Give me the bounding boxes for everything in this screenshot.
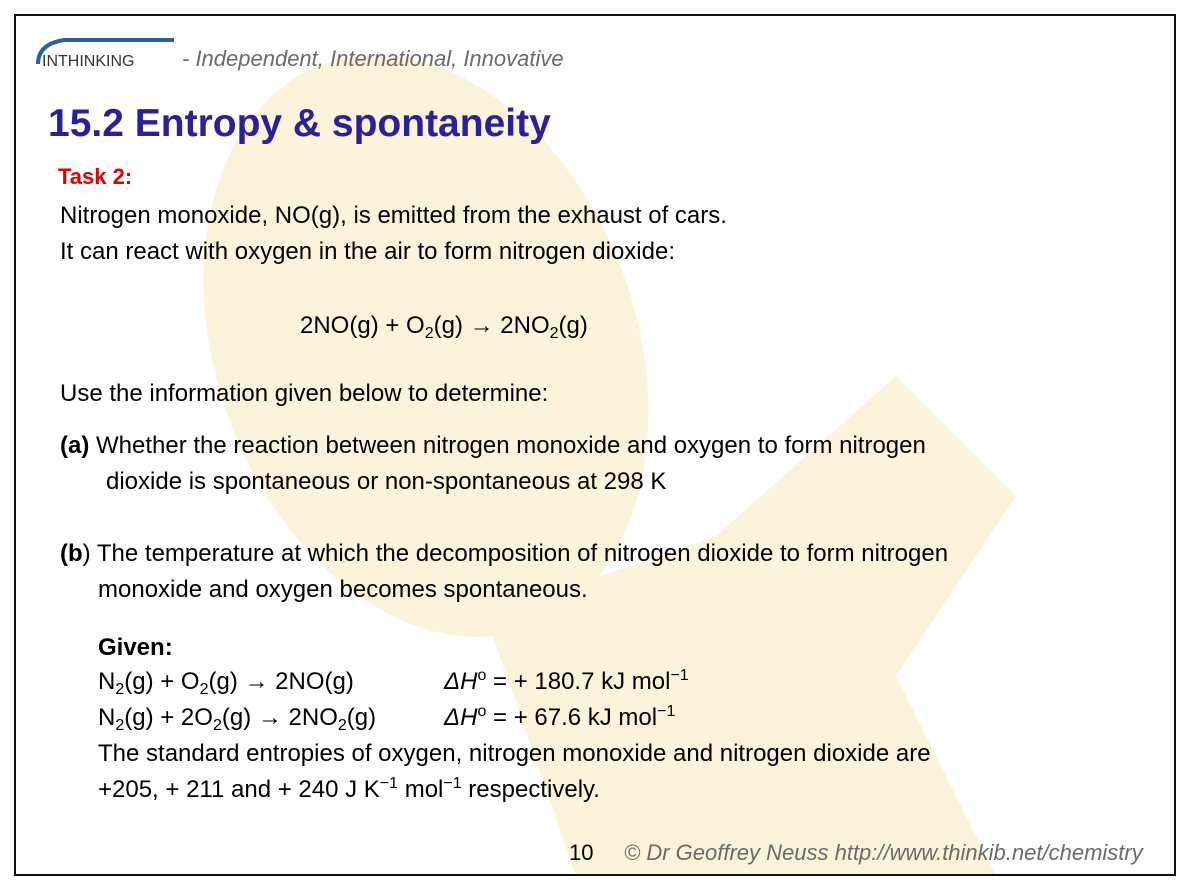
entropy-line-2 bbox=[98, 776, 600, 804]
eq-subscript: 2 bbox=[424, 325, 434, 342]
delta-h-symbol: ΔH bbox=[444, 668, 478, 695]
page-title: 15.2 Entropy & spontaneity bbox=[48, 102, 551, 145]
entropy-line-1: The standard entropies of oxygen, nitrogen monoxide and nitrogen dioxide are bbox=[98, 740, 931, 767]
standard-symbol: o bbox=[477, 703, 487, 720]
reaction-equation bbox=[300, 312, 588, 340]
r2-part: (g) + 2O bbox=[124, 704, 213, 731]
eq-part: 2NO(g) + O bbox=[300, 312, 425, 339]
part-a-line-1 bbox=[60, 432, 926, 460]
part-a-label: (a) bbox=[60, 432, 90, 459]
given-enthalpy-1 bbox=[444, 668, 689, 696]
r2-part: N bbox=[98, 704, 116, 731]
unit-exponent: −1 bbox=[379, 775, 399, 792]
task-label: Task 2: bbox=[58, 164, 133, 189]
r1-part: (g) + O bbox=[124, 668, 200, 695]
r2-subscript: 2 bbox=[337, 717, 347, 734]
part-b-label: (b bbox=[60, 540, 83, 567]
page-number: 10 bbox=[569, 840, 594, 865]
r1-part: (g) → 2NO(g) bbox=[208, 668, 354, 695]
tagline: - Independent, International, Innovative bbox=[182, 46, 564, 71]
r2-subscript: 2 bbox=[212, 717, 222, 734]
entropy-part: +205, + 211 and + 240 J K bbox=[98, 776, 380, 803]
unit-exponent: −1 bbox=[670, 667, 689, 684]
part-b-text: The temperature at which the decomposition of nitrogen dioxide to form nitrogen bbox=[90, 540, 949, 567]
part-a-line-2: dioxide is spontaneous or non-spontaneous at 298 K bbox=[106, 468, 667, 495]
r2-part: (g) → 2NO bbox=[221, 704, 338, 731]
r2-subscript: 2 bbox=[115, 717, 125, 734]
logo-text: INTHINKING bbox=[42, 53, 135, 70]
intro-line-1: Nitrogen monoxide, NO(g), is emitted from the exhaust of cars. bbox=[60, 202, 727, 229]
given-reaction-1 bbox=[98, 668, 354, 696]
r2-part: (g) bbox=[346, 704, 377, 731]
inthinking-logo bbox=[34, 34, 194, 70]
part-b-paren: ) bbox=[82, 540, 91, 567]
eq-subscript: 2 bbox=[549, 325, 559, 342]
eq-part: (g) → 2NO bbox=[433, 312, 550, 339]
delta-h-symbol: ΔH bbox=[444, 704, 478, 731]
enthalpy-value: = + 180.7 kJ mol bbox=[486, 668, 671, 695]
slide-frame bbox=[14, 14, 1176, 876]
given-label: Given: bbox=[98, 634, 173, 661]
part-b-line-1 bbox=[60, 540, 948, 568]
r1-subscript: 2 bbox=[199, 681, 209, 698]
unit-exponent: −1 bbox=[443, 775, 462, 792]
entropy-part: mol bbox=[398, 776, 444, 803]
enthalpy-value: = + 67.6 kJ mol bbox=[486, 704, 658, 731]
instruction: Use the information given below to determine: bbox=[60, 380, 549, 407]
entropy-part: respectively. bbox=[461, 776, 600, 803]
copyright: © Dr Geoffrey Neuss http://www.thinkib.net/chemistry bbox=[624, 840, 1143, 865]
unit-exponent: −1 bbox=[657, 703, 676, 720]
r1-subscript: 2 bbox=[115, 681, 125, 698]
standard-symbol: o bbox=[477, 667, 487, 684]
part-a-text: Whether the reaction between nitrogen monoxide and oxygen to form nitrogen bbox=[89, 432, 926, 459]
r1-part: N bbox=[98, 668, 116, 695]
part-b-line-2: monoxide and oxygen becomes spontaneous. bbox=[98, 576, 588, 603]
given-enthalpy-2 bbox=[444, 704, 675, 732]
eq-part: (g) bbox=[558, 312, 588, 339]
given-reaction-2 bbox=[98, 704, 376, 732]
intro-line-2: It can react with oxygen in the air to form nitrogen dioxide: bbox=[60, 238, 675, 265]
